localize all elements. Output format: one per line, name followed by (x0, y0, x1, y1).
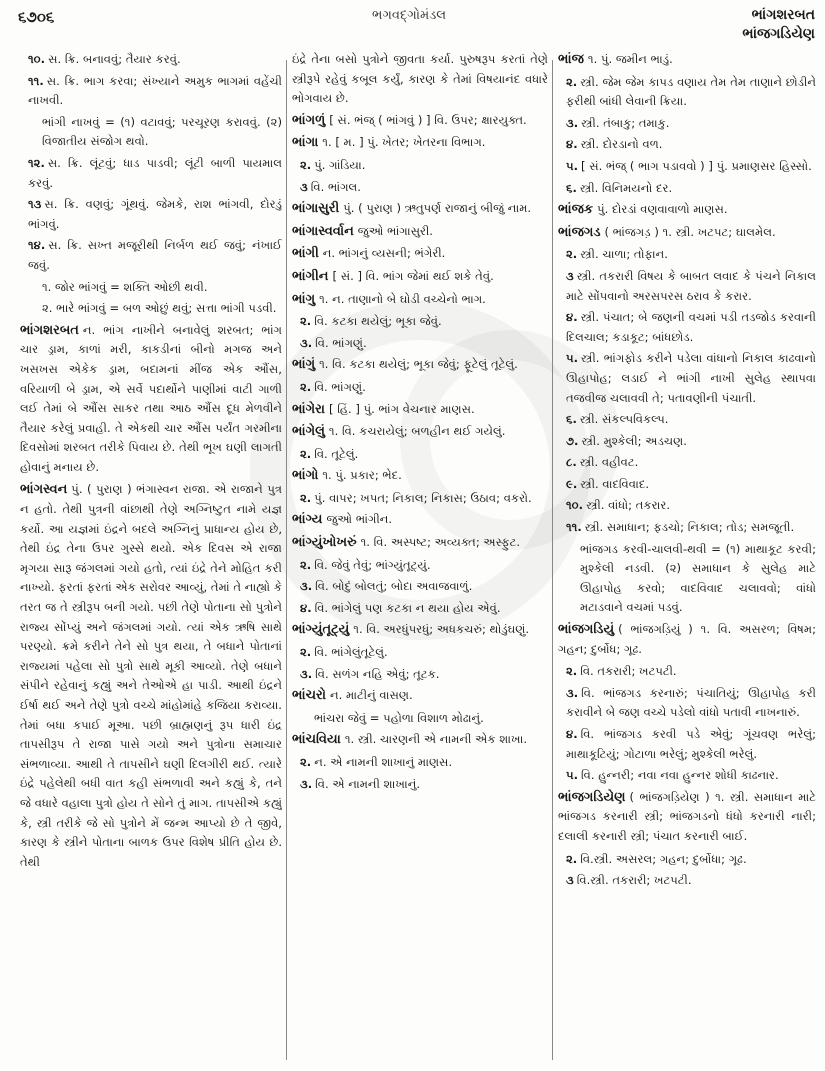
sense-text: સ. ક્રિ. બનાવવું; તૈયાર કરવું. (48, 52, 181, 66)
sense-text: વિ. બોદું બોલતું; બોદા અવાજવાળું. (315, 579, 473, 594)
sense-number: ૩ (566, 268, 574, 283)
sense-item (300, 489, 548, 509)
book-title: ભગવદ્ગોમંડલ (372, 8, 447, 23)
sense-item (566, 684, 816, 723)
sense-number: ૩. (300, 776, 313, 791)
dictionary-entry (292, 620, 548, 640)
sense-text: સ્ત્રી. વિનિમયનો દર. (579, 180, 673, 195)
sense-text: વિ. હુન્નરી; નવા નવા હુન્નર શોધી કાઢનાર. (581, 768, 779, 783)
sense-item (566, 114, 816, 134)
sense-number: ૨. (300, 379, 312, 394)
sense-item (566, 453, 816, 473)
sense-item (566, 518, 816, 538)
sense-number: ૨. (300, 446, 312, 461)
definition-text: જુઓ ભાંગાસુરી. (357, 223, 433, 238)
sense-text: સ્ત્રી. ભાંગફોડ કરીને પડેલા વાંધાનો નિકાલ કાઢવાનો ઊહાપોહ; લડાઈ ને ભાંગી નાખી સુલેહ સ્થાપવા તજવીજ ચલાવવી તે; પતાવણીની પંચાતી. (566, 351, 816, 405)
sense-item (300, 445, 548, 465)
sense-text: સ. ક્રિ. સખ્ત મજૂરીથી નિર્બળ થઈ જવું; નંખાઈ જવું. (28, 238, 282, 272)
sense-number: ૨. (300, 645, 312, 660)
sense-item (300, 156, 548, 176)
headword: ભાંગો (292, 468, 319, 484)
sense-text: વિ. ભાંગેલુંતૂટેલું. (314, 645, 388, 660)
sense-text: સ્ત્રી. મુશ્કેલી; અડચણ. (581, 433, 687, 448)
sense-number: ૪. (300, 600, 312, 615)
definition-text: [ સં. ભંજ્ ( ભાંગવું ) ] વિ. ઉપર; ક્ષારયુક્ત. (329, 112, 527, 127)
sense-number: ૩ (566, 873, 574, 888)
sense-text: વિ. ભાંગણું. (315, 335, 367, 350)
definition-text: [ સં. ] વિ. ભાંગ જેમાં થઈ શકે તેવું. (332, 268, 494, 283)
sense-number: ૩. (566, 115, 579, 130)
sense-item (566, 308, 816, 347)
headword: ભાંજગડિયેણ (558, 789, 626, 805)
dictionary-entry (292, 730, 548, 750)
sense-number: ૧૩ (28, 197, 42, 212)
guide-word-last: ભાંજગડિયેણ (742, 26, 815, 42)
sense-text: વિ. ભાંગલ. (310, 179, 361, 194)
sense-text: વિ. જેવું તેવું; ભાંગ્યુંતૂટ્યું. (314, 557, 431, 572)
definition-text: ૧. ન. તાણાનો બે ઘોડી વચ્ચેનો ભાગ. (319, 291, 486, 306)
headword: ભાંગેલું (292, 424, 325, 440)
headword: ભાંગ્ય (292, 512, 323, 528)
headword: ભાંગળું (292, 112, 326, 128)
headword: ભાંગ્યુંખોખરું (292, 535, 357, 551)
sense-number: ૧૧. (28, 73, 44, 88)
sense-number: ૧૦. (28, 52, 46, 66)
sense-item (300, 178, 548, 198)
sense-item (300, 334, 548, 354)
sense-item (566, 135, 816, 155)
sense-text: સ. ક્રિ. લૂંટવું; ધાડ પાડવી; લૂંટી બાળી પાયમાલ કરવું. (28, 155, 282, 190)
dictionary-entry (558, 223, 816, 243)
idiom-phrase: ભાંજગડ કરવી-ચાલવી-થવી = (૧) માથાકૂટ કરવી; મુશ્કેલી નડવી. (૨) સમાધાન કે સુલેહ માટે ઊહાપોહ કરવો; વાદવિવાદ ચલાવવો; વાંધો મટાડવાને વચમાં પડવું. (580, 541, 816, 615)
dictionary-entry (20, 480, 282, 872)
definition-text: ( ભાંજગડ઼િયું ) ૧. વિ. અસરળ; વિષમ; ગહન; દુર્બોધ; ગૂઢ. (558, 622, 816, 656)
sense-item (566, 766, 816, 786)
headword: ભાંગુ (292, 291, 316, 307)
dictionary-entry (292, 510, 548, 530)
sense-number: ૨. (300, 157, 312, 172)
sense-item (566, 73, 816, 112)
sense-text: સ્ત્રી. વાદવિવાદ. (580, 476, 650, 491)
sense-item (300, 753, 548, 773)
sense-text: સ્ત્રી. વાંધો; તકરાર. (586, 498, 671, 513)
definition-text: પું. દોરડાં વણવાવાળો માણસ. (597, 202, 728, 217)
sense-text: [ સં. ભંજ્ ( ભાગ પડાવવો ) ] પું. પ્રમાણસર હિસ્સો. (581, 158, 812, 173)
dictionary-entry (558, 50, 816, 70)
guide-words (742, 6, 815, 44)
sense-item (566, 725, 816, 764)
sense-text: સ્ત્રી. સંકલ્પવિકલ્પ. (579, 412, 669, 427)
dictionary-entry (20, 321, 282, 478)
sense-number: ૬. (566, 412, 577, 427)
definition-text: ૧. વિ. કચરાયેલું; બળહીન થઈ ગયેલું. (328, 424, 506, 439)
dictionary-entry (292, 111, 548, 131)
headword: ભાંચરો (292, 688, 326, 704)
sense-item (566, 245, 816, 265)
definition-text: [ હિં. ] પું. ભાંગ વેચનાર માણસ. (328, 401, 475, 416)
definition-text: ન. માટીનું વાસણ. (329, 688, 413, 703)
sense-number: ૩ (300, 179, 308, 194)
page-header (0, 0, 825, 48)
sense-item (28, 195, 282, 234)
sense-item (566, 432, 816, 452)
dictionary-entry (558, 620, 816, 659)
sense-text: સ્ત્રી. દોરડાનો વળ. (580, 137, 663, 152)
sense-item (300, 312, 548, 332)
sense-number: ૨. (300, 490, 312, 505)
sense-text: વિ. ભાંજગડ કરનારું; પંચાતિયું; ઊહાપોહ કરી કરાવીને બે જણ વચ્ચે પડેલો વાંધો પતાવી નાખનારું. (566, 685, 816, 720)
sense-number: ૫. (566, 351, 579, 366)
sense-number: ૭. (566, 433, 579, 448)
sense-text: વિ.સ્ત્રી. અસરલ; ગહન; દુર્બોધા; ગૂઢ. (580, 851, 747, 866)
sense-item (300, 577, 548, 597)
sense-number: ૫. (566, 768, 579, 783)
sense-number: ૫. (566, 158, 579, 173)
sense-number: ૨. (300, 314, 312, 329)
sense-text: સ્ત્રી. ચાળા; તોફાન. (580, 247, 668, 262)
sense-text: વિ. તૂટેલું. (314, 446, 359, 461)
idiom-phrase: ભાંગી નાખવું = (૧) વટાવવું; પરચૂરણ કરાવવું. (૨) વિજાતીય સંજોગ થવો. (42, 114, 282, 149)
definition-text: ( ભાંજગડ઼િયેણ ) ૧. સ્ત્રી. સમાધાન માટે ભાંજગડ કરનારી સ્ત્રી; ભાંજગડનો ધંધો કરનારી નારી; દલાલી કરનારી સ્ત્રી; પંચાત કરનારી બાઈ. (558, 789, 816, 843)
idiom-phrase: ૧. જોર ભાંગવું = શક્તિ ઓછી થવી. (42, 279, 208, 294)
headword: ભાંગીન (292, 268, 329, 284)
definition-text: જુઓ ભાંગીન. (326, 512, 393, 527)
definition-text: ( ભાંજગડ઼ ) ૧. સ્ત્રી. ખટપટ; ઘાલમેલ. (604, 224, 776, 239)
sense-text: વિ. એ નામની શાખાનું. (315, 776, 421, 791)
sense-text: વિ. ભાંગણું. (314, 379, 366, 394)
dictionary-entry (292, 244, 548, 264)
sense-number: ૩. (300, 579, 313, 594)
dictionary-entry (292, 686, 548, 706)
sense-item (566, 179, 816, 199)
sense-item (566, 157, 816, 177)
sense-item (28, 154, 282, 193)
sense-text: પું. ગાંડિયા. (314, 157, 366, 172)
definition-text: પું. ( પુરાણ ) ભંગાસ્વન રાજા. એ રાજાને પુત્ર ન હતો. તેથી પુત્રની વાંછાથી તેણે અગ્નિષ્ટુત નામે યજ્ઞ કર્યો. આ યજ્ઞમાં ઇંદ્રને બદલે અગ્નિનું પ્રાધાન્ય હોય છે, તેથી ઇંદ્ર તેના ઉપર ગુસ્સે થયો. એક દિવસ એ રાજા મૃગયા સારૂ જંગલમાં ગયો હતો, ત્યાં ઇંદ્રે તેને મોહિત કરી નાખ્યો. ફરતાં ફરતાં એક સરોવર આવ્યું, તેમાં તે નાહ્યો કે તરત જ તે સ્ત્રીરૂપ બની ગયો. પછી તેણે પોતાના સો પુત્રોને રાજ્ય સોંપ્યું અને જંગલમાં ગયો. ત્યાં એક ઋષિ સાથે પરણ્યો. ક્રમે કરીને તેને સો પુત્ર થયા, તે બધાને પોતાનાં રાજ્યમાં પહેલા સો પુત્રો સાથે મૂકી આવ્યો. તેણે બધાને સંપીને રહેવાનું કહ્યું અને તેઓએ હા પાડી. આથી ઇંદ્રને ઈર્ષા થઈ અને તેણે પુત્રો વચ્ચે માંહોમાંહે કજિયા કરાવ્યા. તેમાં બધા કપાઈ મૂઆ. પછી બ્રાહ્મણનું રૂપ ધારી ઇંદ્ર તાપસીરૂપ તે રાજા પાસે ગયો અને પુત્રોના સમાચાર સંભળાવ્યા. આથી તે તાપસીને ઘણી દિલગીરી થઈ. ત્યારે ઇંદ્રે પહેલેથી બધી વાત કહી સંભળાવી અને કહ્યું કે, તને જે વધારે વહાલા પુત્રો હોય તે સોને તું માગ. તાપસીએ કહ્યું કે, સ્ત્રી તરીકે જે સો પુત્રોને મેં જન્મ આપ્યો છે તે જીવે, કારણ કે સ્ત્રીને પોતાના બાળક ઉપર વિશેષ પ્રીતિ હોય છે. તેથી (20, 482, 282, 869)
headword: ભાંગું (292, 357, 316, 373)
sense-text: સ્ત્રી. પંચાત; બે જણની વચમાં પડી તડજોડ કરવાની દિલચાલ; કડાકૂટ; બાંધછોડ. (566, 310, 816, 344)
sense-item (28, 50, 282, 70)
sense-number: ૬. (566, 180, 577, 195)
sense-item (566, 349, 816, 408)
dictionary-entry (558, 200, 816, 220)
sense-item (566, 496, 816, 516)
dictionary-entry (292, 533, 548, 553)
sense-item (300, 599, 548, 619)
sense-number: ૨. (300, 557, 312, 572)
sense-text: સ્ત્રી. તકરારી વિષય કે બાબત લવાદ કે પંચને નિકાલ માટે સોંપવાનો અરસપરસ ઠરાવ કે કરાર. (566, 268, 816, 303)
sense-number: ૨. (566, 851, 578, 866)
dictionary-entry (292, 199, 548, 219)
sense-item (300, 556, 548, 576)
definition-text: ૧. વિ. અરધુંપરધું; અધકચરું; થોડુંઘણું. (353, 622, 530, 637)
definition-text: ૧. સ્ત્રી. ચારણની એ નામની એક શાખા. (344, 732, 528, 747)
headword: ભાંજ (558, 52, 584, 67)
definition-text: ૧. પું. પ્રકાર; ભેદ. (322, 468, 402, 483)
definition-text: પું. ( પુરાણ ) ઋતુપર્ણ રાજાનું બીજું નામ. (343, 201, 532, 216)
definition-text: ૧. પું. જમીન ભાડું. (587, 52, 673, 66)
dictionary-entry (292, 290, 548, 310)
sense-number: ૪. (566, 727, 578, 741)
sense-text: સ્ત્રી. જેમ જેમ કાપડ વણાય તેમ તેમ તાણાને છોડીને ફરીથી બાંધી લેવાની ક્રિયા. (566, 74, 816, 109)
headword: ભાંગ્યુંતૂટ્યું (292, 622, 350, 638)
sense-text: વિ. ભાંજગડ કરવી પડે એવું; ગૂંચવણ ભરેલું; માથાકૂટિયું; ગોટાળા ભરેલું; મુશ્કેલી ભરેલું. (566, 727, 816, 761)
sense-number: ૨. (566, 247, 578, 262)
headword: ભાંજગડ (558, 224, 601, 240)
sense-number: ૨. (300, 755, 312, 769)
column-right (558, 50, 816, 1060)
definition-text: ૧. વિ. કટકા થયેલું; ભૂકા જેવું; ફૂટેલું તૂટેલું. (319, 357, 518, 372)
sense-number: ૩. (566, 685, 579, 700)
headword: ભાંજગડિયું (558, 622, 615, 638)
sense-text: સ. ક્રિ. વણવું; ગૂંથવું. જેમકે, રાશ ભાંગવી, દોરડું ભાંગવું. (28, 197, 282, 231)
sense-item (566, 662, 816, 682)
dictionary-entry (558, 788, 816, 847)
sense-number: ૧૨. (28, 155, 45, 170)
column-middle (292, 50, 548, 1060)
columns (0, 50, 825, 1065)
headword: ભાંચવિયા (292, 732, 341, 748)
dictionary-entry (292, 133, 548, 153)
sense-item (300, 775, 548, 795)
headword: ભાંગાસ્વર્વાન (292, 223, 354, 239)
sense-number: ૧૧. (566, 520, 582, 535)
column-left (20, 50, 282, 1060)
sense-number: ૪. (566, 310, 578, 325)
sense-number: ૨. (566, 664, 578, 679)
sense-number: ૪. (566, 137, 578, 152)
sense-item (566, 850, 816, 870)
sense-text: સ્ત્રી. વહીવટ. (579, 455, 639, 470)
sense-text: વિ. તકરારી; ખટપટી. (580, 664, 677, 679)
headword: ભાંગાસુરી (292, 201, 340, 217)
definition-text: ૧. [ મ. ] પું. ખેતર; ખેતરના વિભાગ. (322, 135, 486, 150)
sense-item (566, 871, 816, 891)
sense-item (28, 236, 282, 275)
definition-text: ન. ભાંગનું વ્યસની; ભંગેરી. (322, 246, 446, 261)
sense-text: વિ. ભાંગેલું પણ કટકા ન થયા હોય એવું. (314, 600, 501, 615)
sense-text: સ્ત્રી. સમાધાન; ફડચો; નિકાલ; તોડ; સમજૂતી. (584, 520, 795, 535)
sense-number: ૯. (566, 476, 578, 491)
sense-text: સ. ક્રિ. ભાગ કરવા; સંખ્યાને અમુક ભાગમાં વહેંચી નાખવી. (28, 73, 282, 108)
idiom-phrase: ભાંચરા જેવું = પહોળા વિશાળ મોઢાનું. (314, 710, 484, 725)
sense-item (28, 72, 282, 111)
sense-number: ૩. (300, 335, 313, 350)
headword: ભાંગા (292, 135, 319, 151)
sense-number: ૧૪. (28, 238, 46, 253)
definition-text: ૧. વિ. અસ્પષ્ટ; અવ્યક્ત; અસ્ફુટ. (360, 535, 521, 550)
sense-text: પું. વાપર; ખપત; નિકાલ; નિકાસ; ઉઠાવ; વકરો. (314, 490, 532, 505)
definition-text: ન. ભાંગ નાખીને બનાવેલું શરબત; ભાંગ ચાર ડ્રામ, કાળાં મરી, કાકડીનાં બીનો મગજ અને ખસખસ એકેક ડ્રામ, બદામનાં મીંજ એક ઔંસ, વરિયાળી બે ડ્રામ, એ સર્વે પદાર્થોને પાણીમાં વાટી ગાળી લઈ તેમાં બે ઔંસ સાકર તથા આઠ ઔંસ દૂધ મેળવીને તૈયાર કરેલું પ્રવાહી. તે એકથી ચાર ઔંસ પર્યંત ગરમીના દિવસોમાં શરબત તરીકે પિવાય છે. તેથી ભૂખ ઘણી લાગતી હોવાનું મનાય છે. (20, 322, 282, 474)
sense-text: વિ. સળંગ નહિ એવું; તૂટક. (315, 666, 440, 681)
headword: ભાંગશરબત (20, 322, 79, 338)
dictionary-entry (292, 422, 548, 442)
page-number: ૬૭૦૬ (18, 8, 55, 26)
sense-number: ૨. (566, 74, 578, 89)
sense-text: સ્ત્રી. તંબાકુ; તમાકુ. (581, 115, 670, 130)
idiom-phrase: ૨. ભારે ભાંગવું = બળ ઓછું થવું; સત્તા ભાંગી પડવી. (42, 301, 277, 316)
dictionary-entry (292, 222, 548, 242)
sense-text: ન. એ નામની શાખાનું માણસ. (314, 755, 453, 769)
continued-text: ઇંદ્રે તેના બસો પુત્રોને જીવતા કર્યા. પુરુષરૂપ કરતાં તેણે સ્ત્રીરૂપે રહેવું કબૂલ કર્યું, કારણ કે તેમાં વિષયાનંદ વધારે ભોગવાય છે. (292, 52, 548, 106)
sense-number: ૩. (300, 666, 313, 681)
dictionary-entry (292, 400, 548, 420)
dictionary-entry (292, 355, 548, 375)
sense-number: ૧૦. (566, 498, 584, 513)
sense-item (566, 410, 816, 430)
headword: ભાંગેરા (292, 401, 325, 417)
sense-number: ૮. (566, 455, 577, 470)
sense-item (300, 378, 548, 398)
sense-item (300, 643, 548, 663)
sense-item (300, 665, 548, 685)
sense-item (566, 267, 816, 306)
guide-word-first: ભાંગશરબત (751, 7, 815, 23)
dictionary-entry (292, 466, 548, 486)
headword: ભાંગસ્વન (20, 482, 68, 498)
dictionary-entry (292, 267, 548, 287)
sense-text: વિ.સ્ત્રી. તકરારી; ખટપટી. (576, 873, 692, 888)
headword: ભાંગી (292, 246, 319, 262)
sense-item (566, 475, 816, 495)
headword: ભાંજક (558, 202, 594, 218)
sense-text: વિ. કટકા થયેલું; ભૂકા જેવું. (314, 314, 442, 329)
